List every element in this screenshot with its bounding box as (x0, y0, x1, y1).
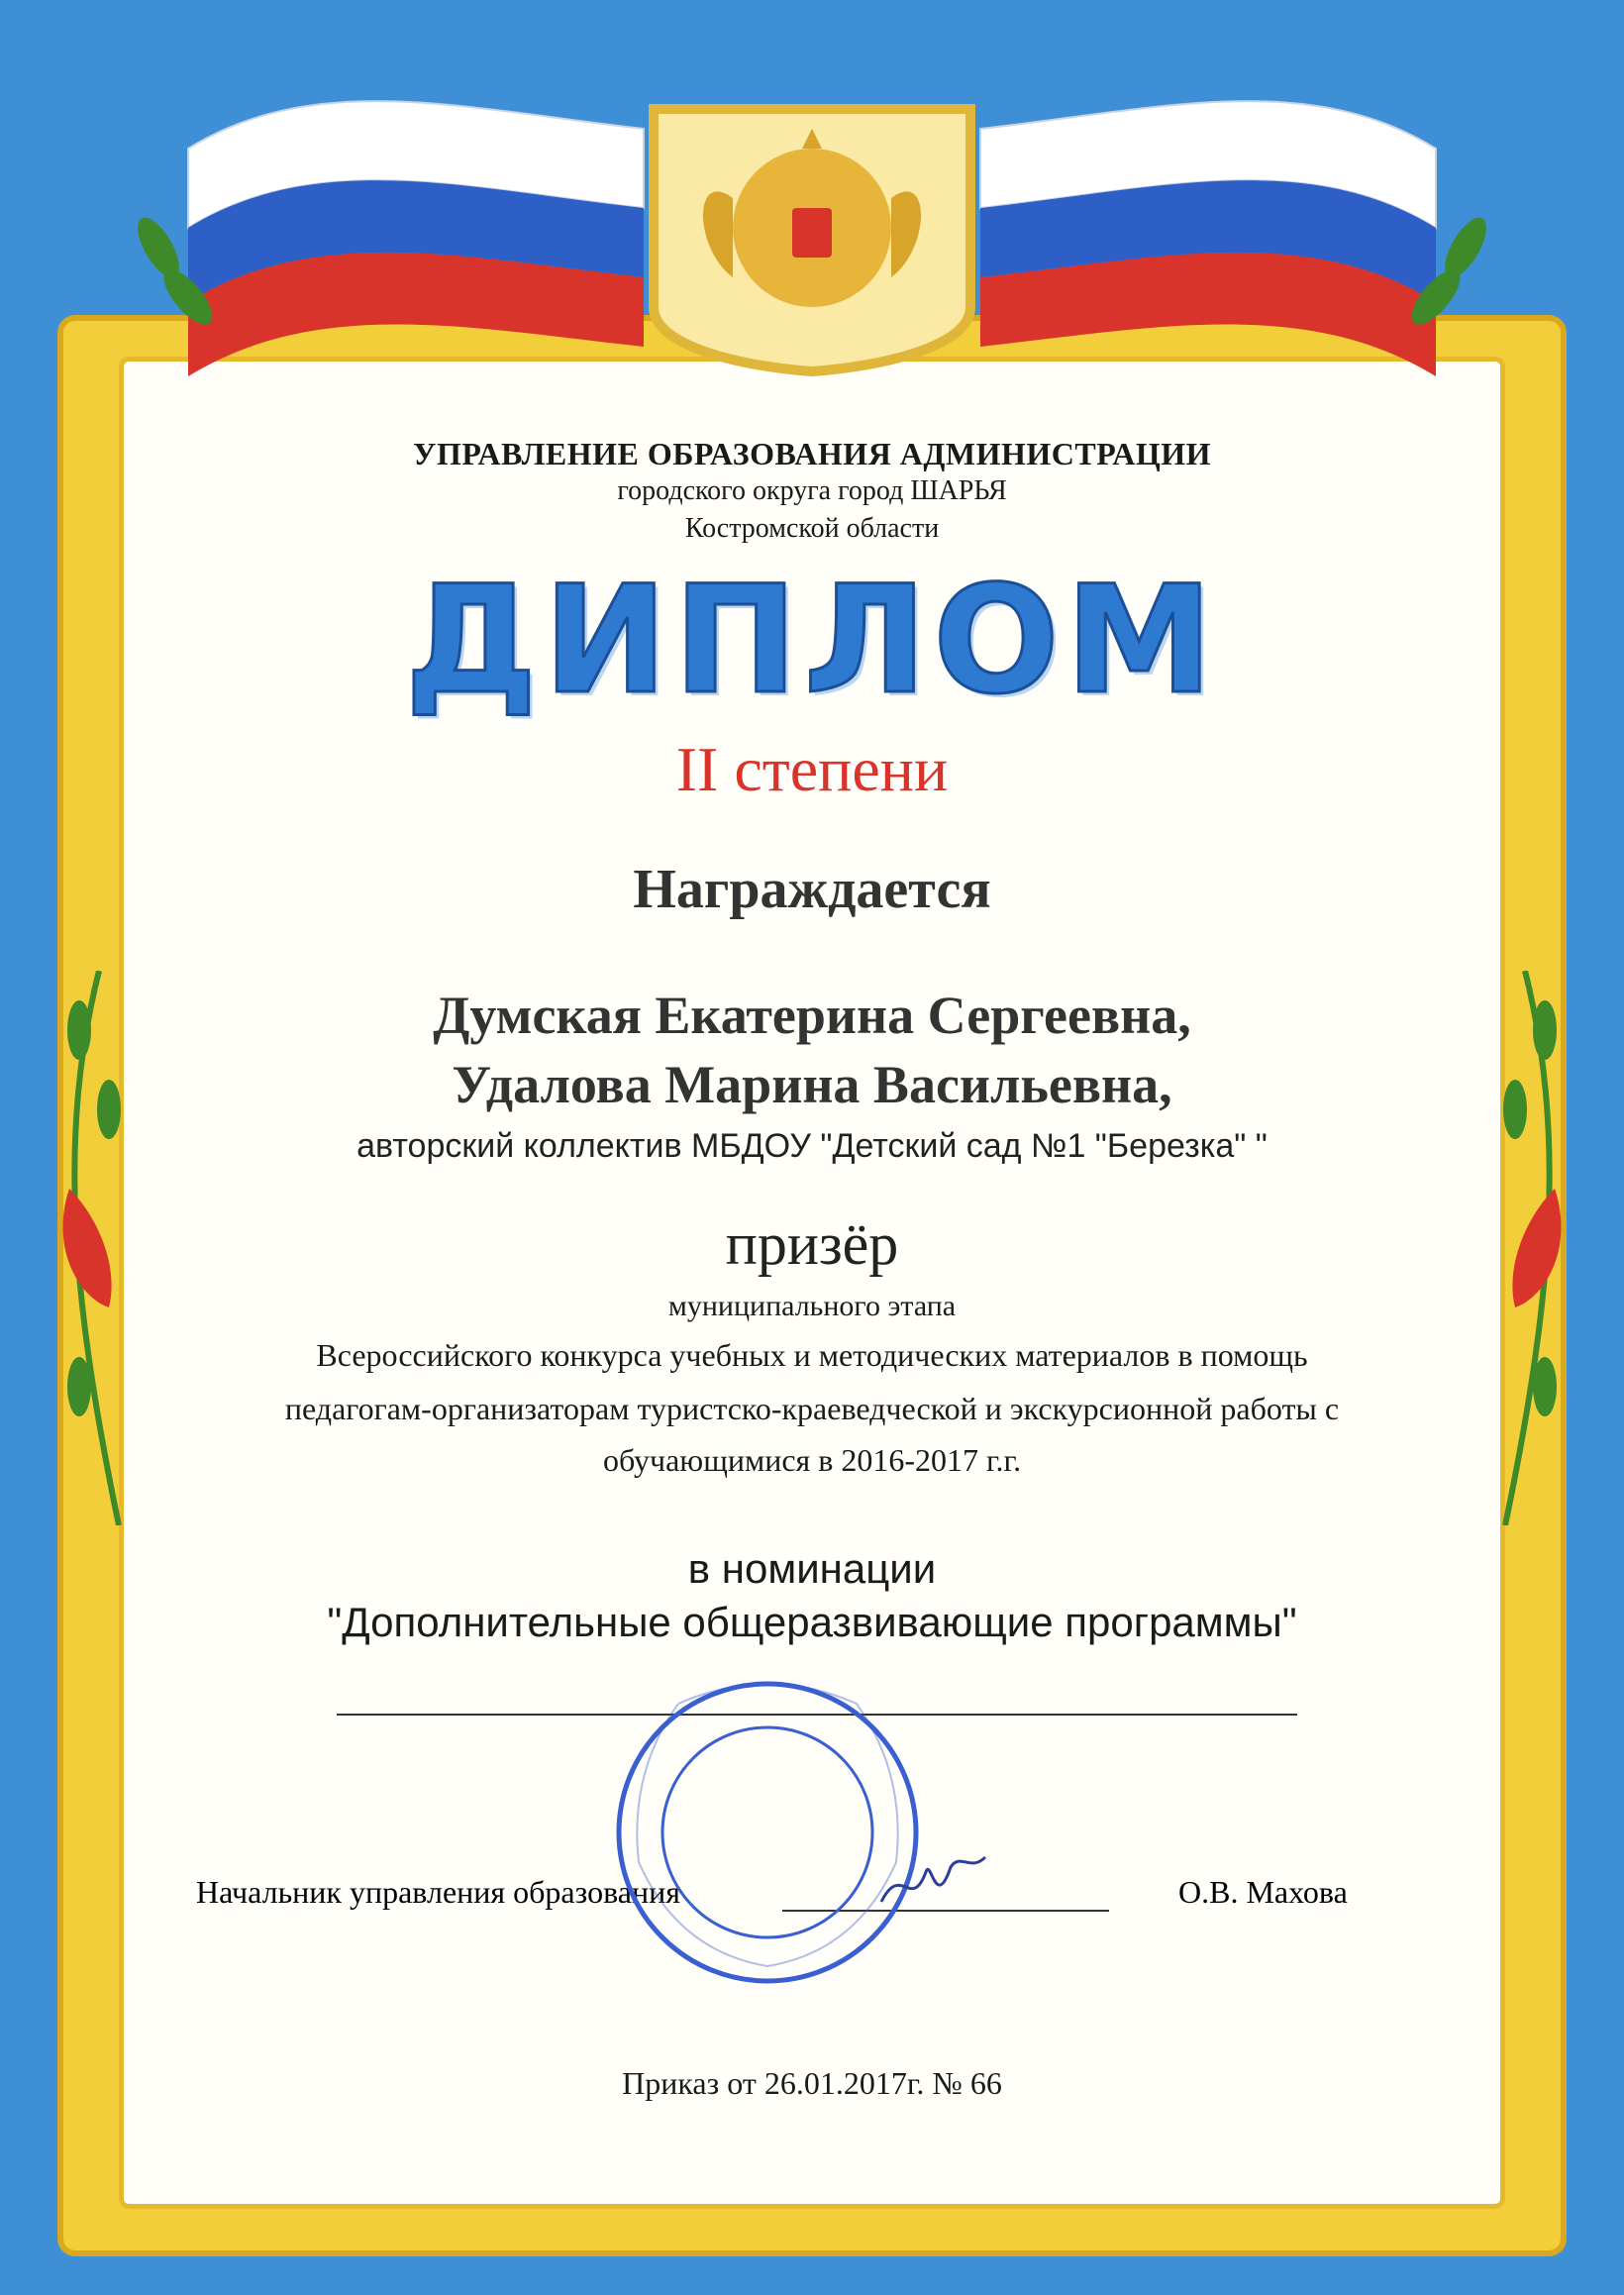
nomination-name: "Дополнительные общеразвивающие программы" (327, 1599, 1297, 1645)
signatory-name: О.В. Махова (1178, 1874, 1348, 1910)
organization-title: УПРАВЛЕНИЕ ОБРАЗОВАНИЯ АДМИНИСТРАЦИИ (413, 436, 1211, 471)
diploma-title: ДИПЛОМ (404, 555, 1220, 727)
contest-line-2: педагогам-организаторам туристско-краеведческой и экскурсионной работы с (284, 1391, 1340, 1426)
coat-of-arms-icon (634, 79, 990, 376)
degree-label: II степени (675, 734, 949, 804)
signature-icon (871, 1842, 990, 1922)
region-name: Костромской области (684, 513, 940, 544)
district-name: городского округа город ШАРЬЯ (617, 475, 1007, 506)
signatory-position: Начальник управления образования (196, 1874, 680, 1910)
contest-line-3: обучающимися в 2016-2017 г.г. (602, 1442, 1022, 1478)
contest-line-1: Всероссийского конкурса учебных и методических материалов в помощь (316, 1337, 1308, 1373)
recipient-name-2: Удалова Марина Васильевна, (452, 1055, 1172, 1114)
prize-label: призёр (725, 1211, 899, 1277)
awarded-label: Награждается (633, 859, 991, 920)
contest-stage: муниципального этапа (667, 1290, 957, 1322)
order-reference: Приказ от 26.01.2017г. № 66 (622, 2065, 1002, 2101)
nomination-label: в номинации (687, 1545, 937, 1592)
official-stamp-icon (609, 1674, 926, 1991)
recipient-collective: авторский коллектив МБДОУ "Детский сад №1 "Березка" " (356, 1127, 1268, 1165)
recipient-name-1: Думская Екатерина Сергеевна, (433, 986, 1191, 1045)
